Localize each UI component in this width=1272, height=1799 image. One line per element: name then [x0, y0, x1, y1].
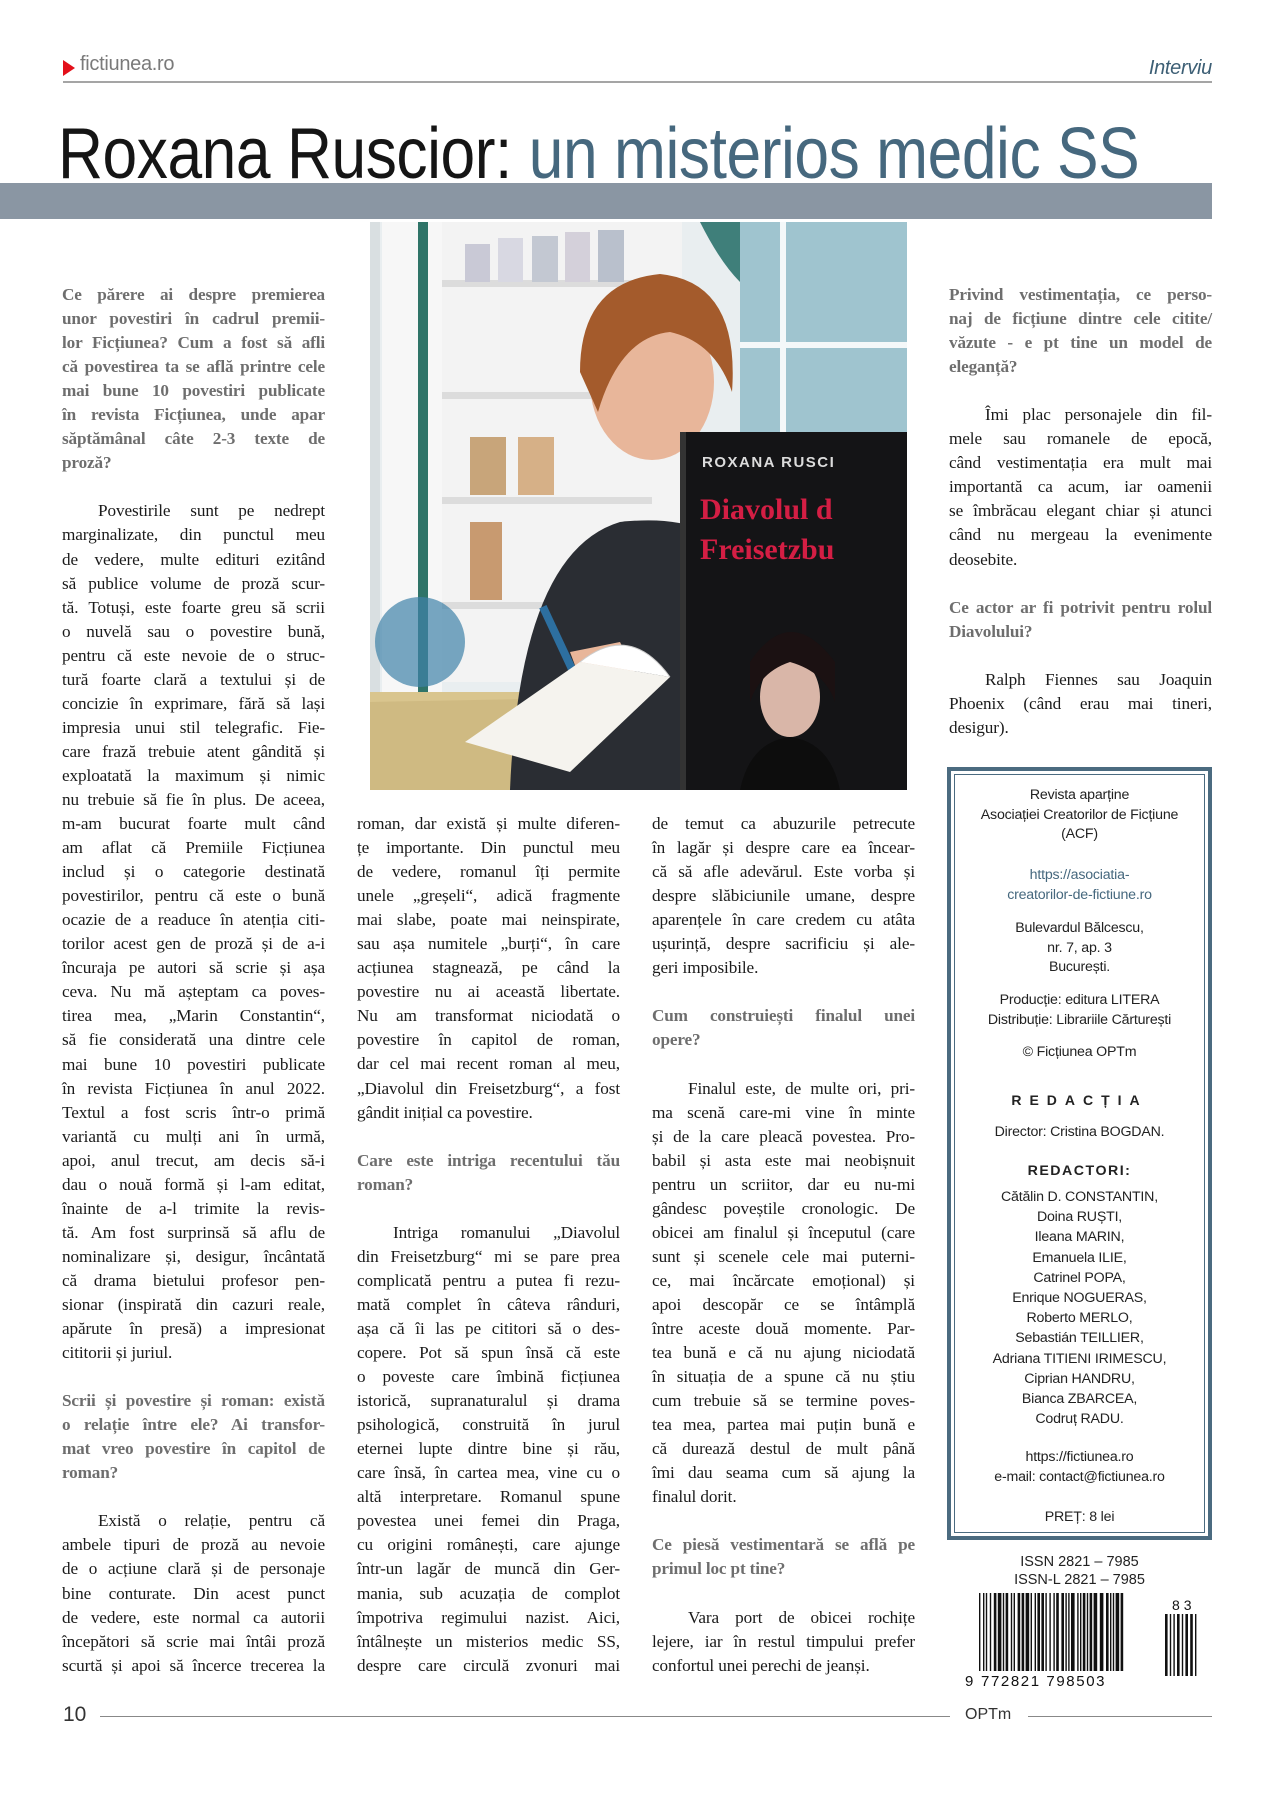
barcode-bar [1022, 1593, 1025, 1671]
barcode-bar [1045, 1593, 1046, 1671]
text-line: ma scenă care-mi vine în minte [652, 1102, 915, 1122]
text-line: concizie în exprimare, fără să lași [62, 693, 325, 713]
text-line: desigur). [949, 717, 1009, 737]
owner-url-link[interactable] [951, 866, 1208, 905]
interview-answer [357, 812, 620, 1125]
text-line: Finalul este, de multe ori, pri- [688, 1078, 915, 1098]
address-line: Bulevardul Bălcescu, [1015, 920, 1144, 936]
barcode-bar [1077, 1593, 1078, 1671]
page-number: 10 [63, 1703, 87, 1726]
barcode-bar [1100, 1593, 1104, 1671]
text-line: să publice volume de proză scur- [62, 573, 325, 593]
text-line: încuraja pe autori să scrie și așa [62, 958, 325, 978]
barcode-bar [1116, 1593, 1120, 1671]
author-photo [370, 222, 907, 790]
text-line: roman, dar există și multe diferen- [357, 814, 620, 833]
editor-name: Adriana TITIENI IRIMESCU, [992, 1350, 1167, 1367]
interview-question [949, 596, 1212, 644]
text-line: unele „greșeli“, adică fragmente [357, 886, 620, 906]
text-line: așa că îi las pe cititori să o des- [357, 1318, 620, 1338]
barcode-bar [986, 1593, 987, 1671]
text-line: în revista Ficțiunea, unde apar [62, 405, 325, 425]
barcode-bar [1026, 1593, 1030, 1671]
text-line: că drama bietului profesor pen- [62, 1270, 325, 1290]
text-line: Vara port de obicei rochițe [688, 1607, 915, 1627]
text-line: o nuvelă sau o povestire bună, [62, 621, 325, 641]
masthead-director: Director: Cristina BOGDAN. [994, 1124, 1165, 1140]
text-line: finalul dorit. [652, 1487, 737, 1507]
interview-answer [62, 499, 325, 1365]
text-line: sau așa numitele „burți“, în care [357, 934, 620, 954]
text-line: povestire în capitol de roman, [357, 1030, 620, 1050]
redactori-list [951, 1187, 1208, 1429]
interview-question [62, 283, 325, 475]
text-line: mai bune 10 povestiri publicate [62, 1054, 325, 1074]
book-title-line-2: Freisetzbu [700, 533, 835, 566]
article-title [58, 114, 1139, 194]
text-line: între aceste două momente. Par- [652, 1318, 915, 1338]
text-line: tea mea, partea mai puțin bună e [652, 1415, 915, 1435]
site-name[interactable]: fictiunea.ro [80, 53, 175, 75]
text-line: întâlnește un misterios medic SS, [357, 1631, 620, 1651]
article-column-3 [652, 812, 915, 1678]
text-line: despre care circulă zvonuri mai [357, 1655, 620, 1675]
text-line: că să afle adevărul. Este vorba și [652, 862, 915, 882]
text-line: de vedere, multe edituri ezitând [62, 549, 325, 569]
editor-name: Cătălin D. CONSTANTIN, [1001, 1189, 1158, 1205]
production-line: Producție: editura LITERA [999, 992, 1160, 1008]
section-label: Interviu [1148, 57, 1212, 79]
text-line: mat vreo povestire în capitol de [62, 1439, 325, 1459]
article-column-1 [62, 283, 325, 1678]
text-line: ocazie de a readuce în atenția citi- [62, 910, 325, 930]
text-line: bine conturate. Din acest punct [62, 1583, 325, 1603]
text-line: în situația de a spune că nu știu [652, 1367, 915, 1387]
editor-name: Ileana MARIN, [1034, 1229, 1125, 1246]
owner-url-line[interactable]: https://asociatia- [1029, 867, 1130, 883]
text-line: Ralph Fiennes sau Joaquin [985, 669, 1212, 689]
masthead-box [947, 767, 1212, 1540]
barcode [965, 1590, 1205, 1690]
text-line: apoi descopăr ce se întâmplă [652, 1294, 915, 1314]
text-line: mai slabe, poate mai neinspirate, [357, 910, 620, 930]
interview-answer [652, 1077, 915, 1510]
interview-question [62, 1389, 325, 1485]
redactia-heading: REDACȚIA [1011, 1092, 1148, 1108]
text-line: când vestimentația era mult mai [949, 453, 1212, 473]
text-line: săptămânal câte 2-3 texte de [62, 429, 325, 449]
masthead-address [951, 919, 1208, 978]
barcode-bar [1068, 1593, 1069, 1671]
text-line: nominalizare și, desigur, încântată [62, 1246, 325, 1266]
text-line: gândesc poveștile cronologic. De [652, 1198, 915, 1218]
text-line: naj de ficțiune dintre cele citite/ [949, 309, 1212, 329]
barcode-addon-bar [1173, 1614, 1174, 1676]
text-line: despre slăbiciunile umane, despre [652, 886, 915, 906]
text-line: povestea unei femei din Praga, [357, 1511, 620, 1531]
masthead-owner [951, 786, 1208, 845]
masthead-copyright: © Ficțiunea OPTm [1022, 1044, 1137, 1060]
barcode-addon-bar [1185, 1614, 1188, 1676]
book-author-text: ROXANA RUSCI [702, 454, 836, 471]
barcode-bar [1031, 1593, 1032, 1671]
text-line: m-am bucurat foarte mult când [62, 814, 325, 834]
text-line: o relație între ele? Ai transfor- [62, 1415, 325, 1435]
text-line: altă interpretare. Romanul spune [357, 1487, 620, 1507]
text-line: primul loc pt tine? [652, 1559, 786, 1579]
interview-question [652, 1004, 915, 1052]
barcode-bar [994, 1593, 997, 1671]
text-line: înainte de a-l trimite la revis- [62, 1198, 325, 1218]
masthead-production [951, 991, 1208, 1030]
text-line: obicei am finalul și începutul (care [652, 1222, 915, 1242]
text-line: povestirilor, pentru că este o bună [62, 886, 325, 906]
text-line: împotriva regimului nazist. Aici, [357, 1607, 620, 1627]
barcode-bar [1121, 1593, 1124, 1671]
text-line: complicată pentru a putea fi rezu- [357, 1270, 620, 1290]
owner-line: (ACF) [1061, 826, 1098, 842]
text-line: apărute în presă) a impresionat [62, 1319, 325, 1339]
text-line: să fie considerată una dintre cele [62, 1030, 325, 1050]
text-line: că povestirea ta se află printre cele [62, 357, 325, 377]
text-line: Îmi plac personajele din fil- [985, 405, 1212, 425]
text-line: Ce actor ar fi potrivit pentru rolul [949, 597, 1212, 617]
text-line: că durează destul de mult până [652, 1439, 915, 1459]
text-line: Care este intriga recentului tău [357, 1150, 620, 1170]
masthead-contact [951, 1448, 1208, 1487]
text-line: gândit inițial ca povestire. [357, 1102, 533, 1122]
owner-line: Asociației Creatorilor de Ficțiune [980, 806, 1179, 823]
text-line: cu origini românești, care ajunge [357, 1535, 620, 1555]
text-line: aparențele în care credem cu atâta [652, 910, 915, 930]
text-line: Există o relație, pentru că [98, 1511, 325, 1531]
barcode-digits: 772821 798503 [981, 1673, 1107, 1690]
text-line: în lagăr și despre care ea încear- [652, 838, 915, 858]
text-line: povestire nu ai această libertate. [357, 982, 620, 1002]
editor-name: Doina RUȘTI, [1036, 1209, 1123, 1226]
barcode-addon-bar [1195, 1614, 1196, 1676]
text-line: ușurință, despre sacrificiu și ale- [652, 934, 915, 954]
text-line: ceva. Nu mă așteptam ca poves- [62, 982, 325, 1002]
text-line: sionar (inspirată din cazuri reale, [62, 1294, 325, 1314]
text-line: nu trebuie să fie în plus. De aceea, [62, 789, 325, 809]
website-link[interactable]: https://fictiunea.ro [1025, 1449, 1134, 1465]
issn-line: ISSN 2821 – 7985 [1020, 1554, 1139, 1570]
text-line: mania, sub acuzația de complot [357, 1583, 620, 1603]
text-line: deosebite. [949, 549, 1018, 569]
barcode-bar [1053, 1593, 1054, 1671]
book-title-line-1: Diavolul d [700, 493, 833, 526]
text-line: cititorii și juriul. [62, 1343, 173, 1363]
text-line: începători să scrie mai întâi proză [62, 1631, 325, 1651]
barcode-lead-digit: 9 [965, 1673, 974, 1690]
text-line: exploatată la maximum și nimic [62, 765, 325, 785]
email-link[interactable]: e-mail: contact@fictiunea.ro [994, 1468, 1165, 1485]
text-line: proză? [62, 453, 112, 473]
text-line: din Freisetzburg“ mi se pare prea [357, 1246, 620, 1266]
barcode-bar [1094, 1593, 1098, 1671]
red-triangle-icon [63, 60, 75, 76]
barcode-bar [1049, 1593, 1050, 1671]
text-line: se îmbrăcau elegant chiar și atunci [949, 501, 1212, 521]
text-line: tură foarte clară a textului și de [62, 669, 325, 689]
text-line: importantă ca acum, iar oamenii [949, 477, 1212, 497]
interview-answer [652, 1606, 915, 1678]
barcode-bar [1014, 1593, 1015, 1671]
barcode-bar [983, 1593, 984, 1671]
interview-question [949, 283, 1212, 379]
barcode-bar [990, 1593, 991, 1671]
text-line: care însă, în cartea mea, vine cu o [357, 1463, 620, 1483]
barcode-bar [1056, 1593, 1059, 1671]
text-line: Povestirile sunt pe nedrept [98, 501, 325, 521]
barcode-addon-digits: 83 [1172, 1597, 1196, 1613]
barcode-bar [1041, 1593, 1044, 1671]
text-line: tă. Am fost surprinsă să aflu de [62, 1222, 325, 1242]
text-line: roman? [357, 1174, 414, 1194]
editor-name: Bianca ZBARCEA, [1021, 1391, 1138, 1408]
text-line: tea bună e că nu ajung niciodată [652, 1343, 915, 1363]
text-line: includ și o categorie destinată [62, 862, 325, 882]
issn-block [947, 1553, 1212, 1589]
barcode-bar [1083, 1593, 1086, 1671]
text-line: istorică, supranaturalul și drama [357, 1391, 620, 1411]
text-line: Privind vestimentația, ce perso- [949, 285, 1212, 304]
interview-answer [949, 668, 1212, 740]
editor-name: Roberto MERLO, [1026, 1310, 1133, 1327]
article-column-2 [357, 812, 620, 1678]
text-line: mată complet în câteva rânduri, [357, 1294, 620, 1314]
text-line: copere. Pot să spun însă că este [357, 1343, 620, 1363]
text-line: într-un lagăr de muncă din Ger- [357, 1559, 620, 1579]
text-line: care frază trebuie atent gândită și [62, 741, 325, 761]
masthead-price: PREȚ: 8 lei [1044, 1509, 1115, 1525]
address-line: nr. 7, ap. 3 [1047, 939, 1112, 956]
text-line: de o acțiune clară și de personaje [62, 1559, 325, 1579]
header-divider [63, 81, 1212, 83]
text-line: opere? [652, 1030, 701, 1050]
text-line: și de la care pleacă povestea. Pro- [652, 1126, 915, 1146]
text-line: în revista Ficțiunea în anul 2022. [62, 1078, 325, 1098]
barcode-bar [1087, 1593, 1088, 1671]
redactori-heading: REDACTORI: [1027, 1163, 1132, 1179]
text-line: roman? [62, 1463, 119, 1483]
editor-name: Codruț RADU. [1035, 1411, 1124, 1428]
text-line: Diavolului? [949, 621, 1033, 641]
interview-answer [357, 1221, 620, 1678]
interview-answer [949, 403, 1212, 571]
barcode-addon-bar [1177, 1614, 1180, 1676]
text-line: apoi, anul trecut, am decis să-i [62, 1150, 325, 1170]
barcode-bar [1113, 1593, 1114, 1671]
text-line: pentru un scriitor, dar eu nu-mi [652, 1174, 915, 1194]
text-line: unor povestiri în cadrul premii- [62, 309, 325, 329]
text-line: ambele tipuri de proză au nevoie [62, 1535, 325, 1555]
text-line: țe importante. Din punctul meu [357, 838, 620, 858]
text-line: sunt și scenele cele mai puterni- [652, 1246, 915, 1266]
text-line: scurtă și apoi să încerce trecerea la [62, 1655, 325, 1675]
text-line: cum trebuie să se termine poves- [652, 1391, 915, 1411]
editor-name: Sebastián TEILLIER, [1015, 1330, 1144, 1347]
barcode-bars [979, 1593, 1196, 1676]
owner-line: Revista aparține [1029, 787, 1130, 803]
interview-question [357, 1149, 620, 1197]
text-line: Cum construiești finalul unei [652, 1006, 915, 1026]
text-line: lor Ficțiunea? Cum a fost să afli [62, 333, 325, 353]
text-line: când nu mergeau la evenimente [949, 525, 1212, 545]
footer-divider [100, 1716, 950, 1717]
barcode-addon-bar [1182, 1614, 1183, 1676]
text-line: văzute - e pt tine un model de [949, 333, 1212, 353]
issn-l-line: ISSN-L 2821 – 7985 [1014, 1572, 1145, 1588]
text-line: pentru că este nevoie de o struc- [62, 645, 325, 665]
barcode-bar [979, 1593, 980, 1671]
barcode-addon-bar [1165, 1614, 1168, 1676]
editor-name: Ciprian HANDRU, [1024, 1370, 1135, 1387]
text-line: Scrii și povestire și roman: există [62, 1391, 325, 1411]
text-line: „Diavolul din Freisetzburg“, a fost [357, 1078, 620, 1098]
text-line: torilor acest gen de proză și de a-i [62, 934, 325, 954]
text-line: Textul a fost scris într-o primă [62, 1102, 325, 1122]
editor-name: Catrinel POPA, [1033, 1269, 1126, 1286]
barcode-bar [1011, 1593, 1012, 1671]
text-line: marginalizate, din punctul meu [62, 525, 325, 545]
barcode-bar [1090, 1593, 1093, 1671]
barcode-bar [1037, 1593, 1040, 1671]
footer-magazine-name: OPTm [965, 1706, 1012, 1723]
barcode-bar [1003, 1593, 1004, 1671]
barcode-bar [1080, 1593, 1081, 1671]
text-line: dar cel mai recent roman al meu, [357, 1054, 620, 1074]
title-name: Roxana Ruscior: [58, 114, 512, 194]
interview-question [652, 1533, 915, 1581]
text-line: eternei lupte dintre bine și rău, [357, 1439, 620, 1459]
distribution-line: Distribuție: Librariile Cărturești [987, 1011, 1172, 1028]
article-column-4 [949, 283, 1212, 740]
barcode-bar [1110, 1593, 1111, 1671]
text-line: Intriga romanului „Diavolul [393, 1222, 620, 1242]
text-line: babil și asta este mai neobișnuit [652, 1150, 915, 1170]
footer-divider [1028, 1716, 1212, 1717]
photo-illustration [370, 222, 907, 790]
barcode-bar [1071, 1593, 1075, 1671]
barcode-bar [1106, 1593, 1109, 1671]
text-line: Ce părere ai despre premierea [62, 285, 325, 304]
text-line: de vedere, romanul îți permite [357, 862, 620, 882]
text-line: mai bune 10 povestiri publicate [62, 381, 325, 401]
barcode-addon-bar [1170, 1614, 1171, 1676]
barcode-bar [1006, 1593, 1009, 1671]
interview-answer [652, 812, 915, 980]
text-line: de temut ca abuzurile petrecute [652, 814, 915, 833]
text-line: tirea mea, „Marin Constantin“, [62, 1006, 325, 1026]
text-line: eleganță? [949, 357, 1018, 377]
text-line: Phoenix (când erau mai tineri, [949, 693, 1212, 713]
editor-name: Emanuela ILIE, [1032, 1249, 1127, 1266]
text-line: Ce piesă vestimentară se află pe [652, 1535, 915, 1555]
text-line: confortul unei perechi de jeanși. [652, 1655, 870, 1675]
barcode-addon-bar [1190, 1614, 1193, 1676]
title-subtitle: un misterios medic SS [528, 114, 1140, 194]
text-line: Nu am transformat niciodată o [357, 1006, 620, 1026]
text-line: dau o nouă formă și l-am editat, [62, 1174, 325, 1194]
text-line: mele sau romanele de epocă, [949, 429, 1212, 449]
address-line: București. [1048, 959, 1111, 975]
text-line: îmi dau seama cum să ajung la [652, 1463, 915, 1483]
text-line: tă. Totuși, este foarte greu să scrii [62, 597, 325, 617]
barcode-bar [1061, 1593, 1064, 1671]
text-line: de vedere, este normal ca autorii [62, 1607, 325, 1627]
barcode-bar [1065, 1593, 1066, 1671]
barcode-bar [1018, 1593, 1021, 1671]
text-line: ce, mai încărcate emoțional) și [652, 1270, 915, 1290]
owner-url-line[interactable]: creatorilor-de-fictiune.ro [1007, 886, 1152, 903]
text-line: psihologică, construită în jurul [357, 1415, 620, 1435]
text-line: variantă cu mulți ani în urmă, [62, 1126, 325, 1146]
text-line: lejere, iar în restul timpului prefer [652, 1631, 915, 1651]
barcode-bar [998, 1593, 1002, 1671]
editor-name: Enrique NOGUERAS, [1012, 1290, 1147, 1307]
interview-answer [62, 1509, 325, 1677]
text-line: am aflat că Premiile Ficțiunea [62, 838, 325, 858]
text-line: geri imposibile. [652, 958, 759, 978]
text-line: acțiunea stagnează, pe când la [357, 958, 620, 978]
text-line: impresia unui stil telegrafic. Fie- [62, 717, 325, 737]
barcode-bar [1035, 1593, 1036, 1671]
text-line: o poveste care îmbină ficțiunea [357, 1367, 620, 1387]
